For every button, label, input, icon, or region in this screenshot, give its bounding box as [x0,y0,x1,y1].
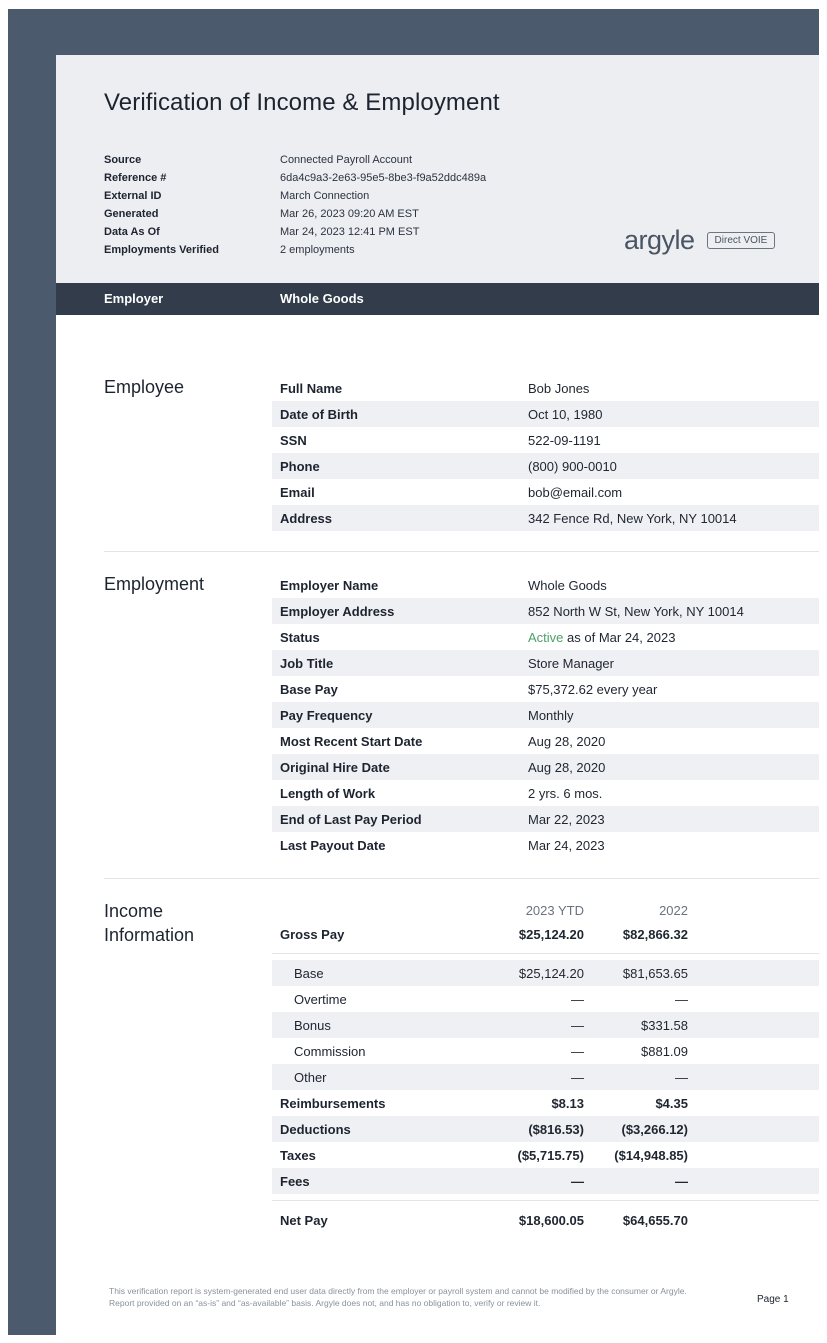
row-label: End of Last Pay Period [280,812,422,827]
row-value: 2 yrs. 6 mos. [528,786,603,801]
row-value: Aug 28, 2020 [528,734,606,749]
info-row [272,479,819,505]
row-label: Overtime [294,992,347,1007]
row-label: Deductions [280,1122,351,1137]
row-value: $75,372.62 every year [528,682,658,697]
meta-value: 2 employments [280,244,355,256]
row-value: 342 Fence Rd, New York, NY 10014 [528,511,737,526]
income-row [272,1116,819,1142]
report-header [56,55,819,283]
prev-value: $881.09 [641,1044,688,1059]
report-page [56,55,819,1335]
row-label: Original Hire Date [280,760,390,775]
employer-bar [56,283,819,315]
income-column-headers [272,899,819,921]
row-value: Mar 24, 2023 [528,838,605,853]
ytd-value: ($5,715.75) [517,1148,584,1163]
meta-label: External ID [104,190,162,202]
meta-value: Mar 26, 2023 09:20 AM EST [280,208,419,220]
row-value: 852 North W St, New York, NY 10014 [528,604,744,619]
info-row [272,453,819,479]
row-label: Last Payout Date [280,838,386,853]
employer-bar-label: Employer [104,291,164,306]
row-value: Monthly [528,708,574,723]
row-value: Aug 28, 2020 [528,760,606,775]
prev-value: ($3,266.12) [621,1122,688,1137]
income-row-sub [272,1038,819,1064]
row-label: Length of Work [280,786,376,801]
info-row [272,702,819,728]
row-label: Status [280,630,320,645]
row-value: bob@email.com [528,485,623,500]
row-value: 522-09-1191 [528,433,601,448]
income-row-gross-pay [272,921,819,947]
income-row-sub [272,1012,819,1038]
row-label: Reimbursements [280,1096,386,1111]
meta-label: Data As Of [104,226,160,238]
ytd-value: $25,124.20 [518,927,584,942]
brand [624,225,775,255]
section-divider [104,878,819,879]
page-frame-top [8,9,819,55]
employer-bar-value: Whole Goods [280,291,364,306]
prev-value: — [675,992,688,1007]
prev-value: $81,653.65 [622,966,688,981]
ytd-value: $25,124.20 [518,966,584,981]
row-label: Address [280,511,333,526]
row-label: Most Recent Start Date [280,734,423,749]
row-label: Pay Frequency [280,708,373,723]
ytd-value: — [571,992,584,1007]
prev-value: $4.35 [655,1096,688,1111]
section-title: Employment [104,574,205,594]
meta-label: Generated [104,208,159,220]
info-row [272,505,819,531]
info-row [272,780,819,806]
ytd-value: ($816.53) [528,1122,584,1137]
row-label: Base Pay [280,682,338,697]
row-label: Commission [294,1044,366,1059]
row-value: (800) 900-0010 [528,459,617,474]
row-label: Other [294,1070,327,1085]
row-label: Net Pay [280,1213,328,1228]
info-row [272,728,819,754]
info-row [272,572,819,598]
ytd-value: — [571,1174,584,1189]
row-label: Fees [280,1174,310,1189]
info-row [272,754,819,780]
info-row [272,427,819,453]
ytd-value: — [571,1018,584,1033]
income-row-sub [272,986,819,1012]
row-value: Store Manager [528,656,614,671]
section-title: Employee [104,377,185,397]
prev-value: ($14,948.85) [614,1148,688,1163]
row-value: Whole Goods [528,578,607,593]
section-title-line1: Income [104,901,164,921]
section-title-line2: Information [104,925,195,945]
meta-value: March Connection [280,190,370,202]
info-row [272,650,819,676]
row-label: Employer Name [280,578,379,593]
info-row-status [272,624,819,650]
employment-rows [272,572,819,858]
income-separator [272,1200,819,1201]
meta-value: Connected Payroll Account [280,154,413,166]
status-as-of-text: as of Mar 24, 2023 [567,630,676,645]
product-badge: Direct VOIE [707,232,776,249]
income-row-sub [272,960,819,986]
income-row-net-pay [272,1207,819,1233]
meta-value: 6da4c9a3-2e63-95e5-8be3-f9a52ddc489a [280,172,487,184]
info-row [272,676,819,702]
row-value: Bob Jones [528,381,590,396]
ytd-value: — [571,1044,584,1059]
page-frame-left [8,9,56,1335]
row-value [528,630,675,645]
ytd-value: — [571,1070,584,1085]
income-row-sub [272,1064,819,1090]
column-header-ytd: 2023 YTD [525,903,584,918]
prev-value: $331.58 [641,1018,688,1033]
row-value: Oct 10, 1980 [528,407,603,422]
row-label: Taxes [280,1148,316,1163]
employee-rows [272,375,819,531]
prev-value: — [675,1070,688,1085]
ytd-value: $18,600.05 [518,1213,584,1228]
column-header-prev: 2022 [659,903,688,918]
row-label: Phone [280,459,320,474]
row-label: SSN [280,433,307,448]
prev-value: — [675,1174,688,1189]
row-label: Date of Birth [280,407,358,422]
row-label: Full Name [280,381,343,396]
info-row [272,832,819,858]
info-row [272,598,819,624]
prev-value: $82,866.32 [622,927,688,942]
income-row [272,1090,819,1116]
income-separator [272,953,819,954]
income-table [272,899,819,1233]
section-divider [104,551,819,552]
row-label: Gross Pay [280,927,345,942]
meta-label: Source [104,154,142,166]
info-row [272,806,819,832]
status-active-text: Active [528,630,564,645]
meta-value: Mar 24, 2023 12:41 PM EST [280,226,420,238]
income-row [272,1168,819,1194]
row-label: Email [280,485,315,500]
argyle-logo: argyle [624,225,695,255]
row-label: Bonus [294,1018,331,1033]
info-row [272,375,819,401]
row-value: Mar 22, 2023 [528,812,605,827]
report-title: Verification of Income & Employment [104,89,500,116]
row-label: Job Title [280,656,334,671]
meta-label: Employments Verified [104,244,219,256]
meta-label: Reference # [104,172,167,184]
info-row [272,401,819,427]
prev-value: $64,655.70 [622,1213,688,1228]
income-row [272,1142,819,1168]
ytd-value: $8.13 [551,1096,584,1111]
disclaimer-text: This verification report is system-generated end user data directly from the employer or payroll system and cannot be modified by the consumer or Argyle. Report provided on an “as-is” and “as-available” basis. Argyle does not, and has no obligation to, verify or review it. [109,1286,687,1308]
row-label: Employer Address [280,604,395,619]
page-number: Page 1 [757,1294,789,1305]
row-label: Base [294,966,324,981]
